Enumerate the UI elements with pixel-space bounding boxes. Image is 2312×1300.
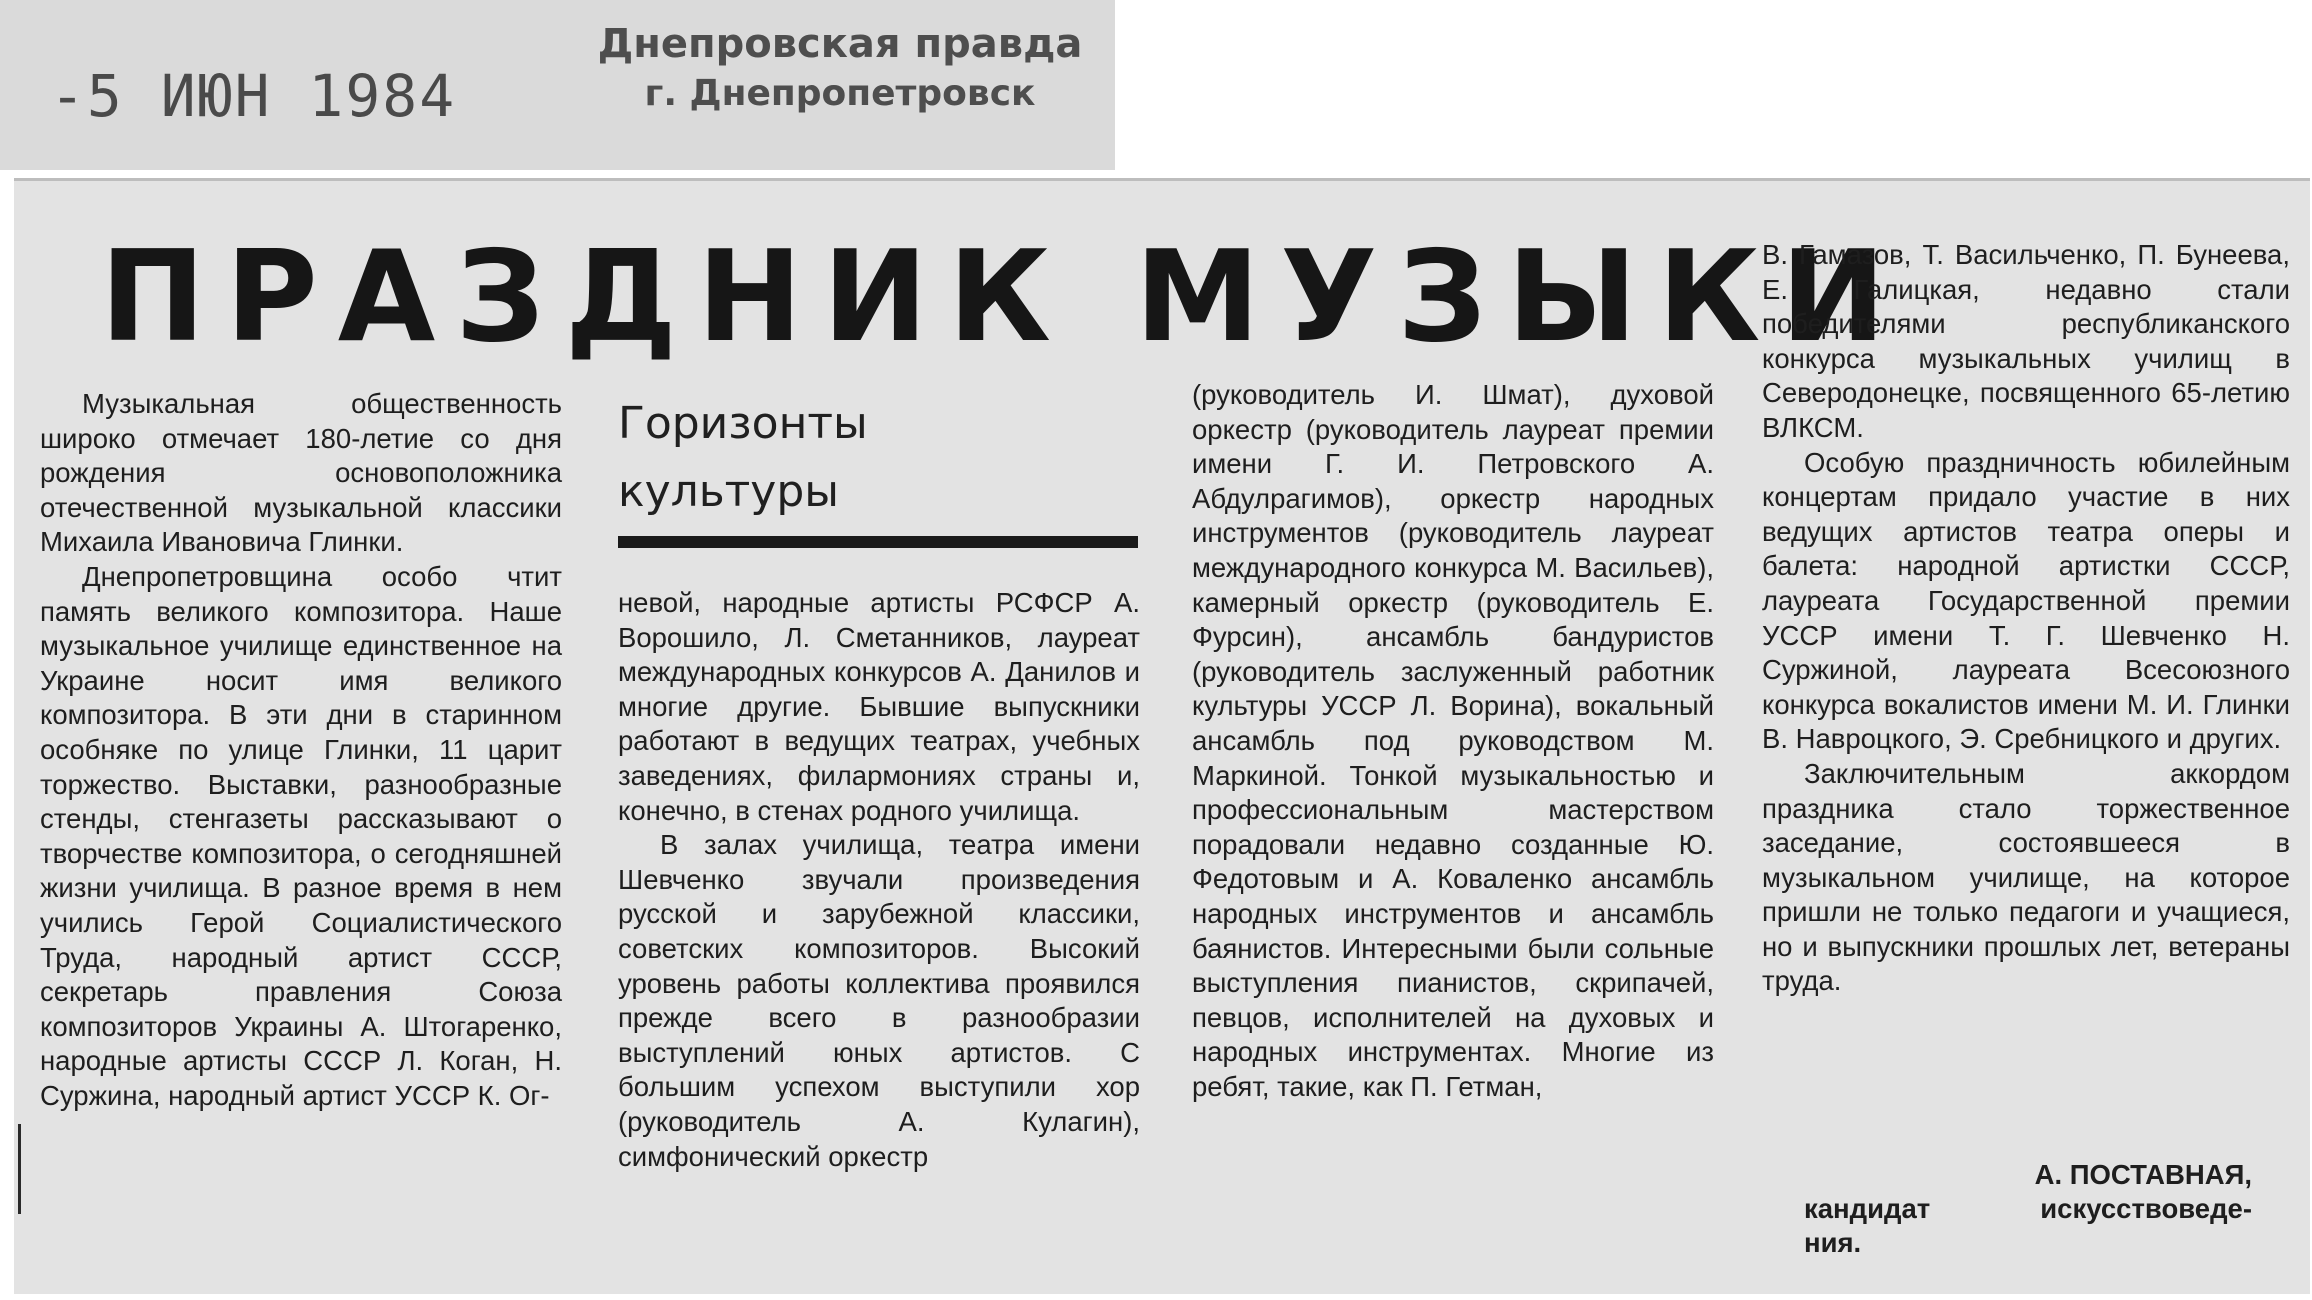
article-column-1: [40, 387, 562, 1113]
author-title: кандидат искусствоведе-: [1804, 1193, 2252, 1224]
paragraph: В. Гамазов, Т. Васильченко, П. Бунеева, Е. Галицкая, недавно стали победителями республиканского конкурса музыкальных училищ в Северодонецке, посвященного 65-летию ВЛКСМ.: [1762, 239, 2290, 443]
stamp-source: [590, 18, 1090, 118]
stamp-newspaper-name: Днепровская правда: [597, 21, 1083, 67]
archive-stamp-card: [0, 0, 1115, 170]
paragraph: (руководитель И. Шмат), духовой оркестр (руководитель лауреат премии имени Г. И. Петровского А. Абдулрагимов), оркестр народных инструментов (руководитель лауреат международного конкурса М. Васильев), камерный оркестр (руководитель Е. Фурсин), ансамбль бандуристов (руководитель заслуженный работник культуры УССР Л. Ворина), вокальный ансамбль под руководством М. Маркиной. Тонкой музыкальностью и профессиональным мастерством порадовали недавно созданные Ю. Федотовым и А. Коваленко ансамбль народных инструментов и ансамбль баянистов. Интересными были сольные выступления пианистов, скрипачей, певцов, исполнителей на духовых и народных инструментах. Многие из ребят, такие, как П. Гетман,: [1192, 379, 1714, 1102]
rubric-rule: [618, 536, 1138, 548]
rubric-line: культуры: [618, 466, 840, 517]
author-name: А. ПОСТАВНАЯ,: [2034, 1159, 2252, 1190]
clipping-top-edge: [14, 178, 2310, 181]
stamp-city: г. Днепропетровск: [644, 73, 1036, 114]
rubric-heading: [618, 390, 1138, 526]
paragraph: В залах училища, театра имени Шевченко звучали произведения русской и зарубежной классики, советских композиторов. Высокий уровень работы коллектива проявился прежде всего в разнообразии выступлений юных артистов. С большим успехом выступили хор (руководитель А. Кулагин), симфонический оркестр: [618, 829, 1140, 1172]
article-column-4: [1762, 238, 2290, 999]
paragraph: Музыкальная общественность широко отмечает 180-летие со дня рождения основоположника отечественной музыкальной классики Михаила Ивановича Глинки.: [40, 388, 562, 558]
rubric-line: Горизонты: [618, 398, 868, 449]
paragraph: невой, народные артисты РСФСР А. Ворошило, Л. Сметанников, лауреат международных конкурсов А. Данилов и многие другие. Бывшие выпускники работают в ведущих театрах, учебных заведениях, филармониях страны и, конечно, в стенах родного училища.: [618, 587, 1140, 826]
margin-pencil-mark: [18, 1124, 21, 1214]
author-title-end: ния.: [1804, 1227, 1862, 1258]
article-title: ПРАЗДНИК МУЗЫКИ: [100, 223, 1906, 370]
article-column-3: [1192, 378, 1714, 1104]
paragraph: Особую праздничность юбилейным концертам придало участие в них ведущих артистов театра оперы и балета: народной артистки СССР, лауреата Государственной премии УССР имени Т. Г. Шевченко Н. Суржиной, лауреата Всесоюзного конкурса вокалистов имени М. И. Глинки В. Навроцкого, Э. Сребницкого и других.: [1762, 446, 2290, 755]
article-byline: [1762, 1158, 2252, 1260]
stamp-date: -5 ИЮН 1984: [50, 62, 457, 130]
paragraph: Заключительным аккордом праздника стало торжественное заседание, состоявшееся в музыкальном училище, на которое пришли не только педагоги и учащиеся, но и выпускники прошлых лет, ветераны труда.: [1762, 757, 2290, 997]
article-column-2: [618, 586, 1140, 1174]
paragraph: Днепропетровщина особо чтит память великого композитора. Наше музыкальное училище единственное на Украине носит имя великого композитора. В эти дни в старинном особняке по улице Глинки, 11 царит торжество. Выставки, разнообразные стенды, стенгазеты рассказывают о творчестве композитора, о сегодняшней жизни училища. В разное время в нем учились Герой Социалистического Труда, народный артист СССР, секретарь правления Союза композиторов Украины А. Штогаренко, народные артисты СССР Л. Коган, Н. Суржина, народный артист УССР К. Ог-: [40, 560, 562, 1111]
